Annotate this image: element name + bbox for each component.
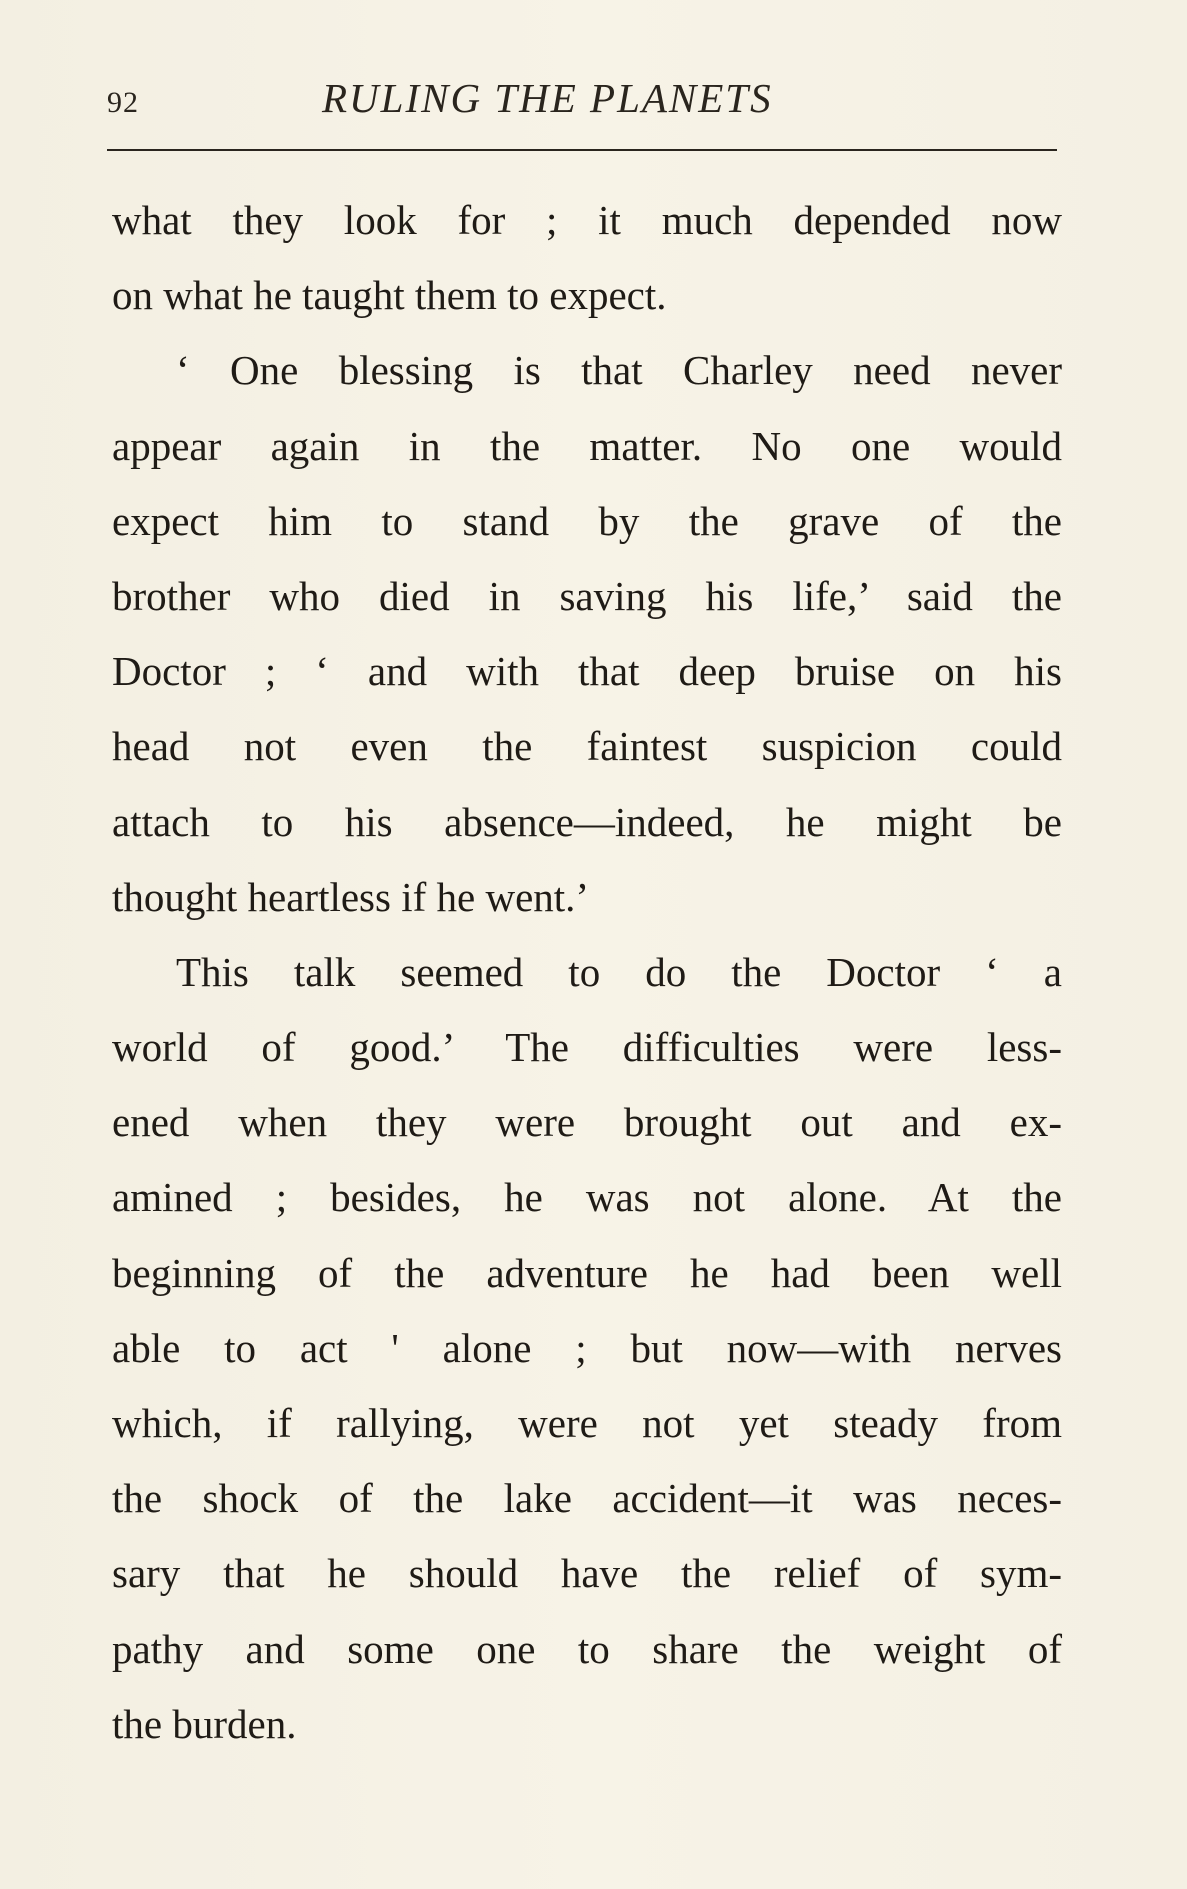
header-rule — [107, 149, 1057, 151]
body-text — [112, 183, 1062, 1762]
running-title: RULING THE PLANETS — [322, 75, 773, 121]
text-line: sary that he should have the relief of sym- — [112, 1550, 1062, 1597]
text-line: ened when they were brought out and ex- — [112, 1099, 1062, 1146]
text-line: able to act ' alone ; but now—with nerves — [112, 1324, 1062, 1371]
text-line: the shock of the lake accident—it was neces- — [112, 1475, 1062, 1522]
text-line: head not even the faintest suspicion could — [112, 723, 1062, 770]
text-line: Doctor ; ‘ and with that deep bruise on his — [112, 648, 1062, 695]
text-line: pathy and some one to share the weight of — [112, 1625, 1062, 1672]
text-line: which, if rallying, were not yet steady from — [112, 1400, 1062, 1446]
text-line: the burden. — [112, 1700, 297, 1747]
text-line: thought heartless if he went.’ — [112, 873, 590, 920]
text-line: appear again in the matter. No one would — [112, 422, 1062, 469]
text-line: brother who died in saving his life,’ said the — [112, 572, 1062, 619]
text-line: amined ; besides, he was not alone. At the — [112, 1174, 1062, 1221]
page-header — [107, 72, 1057, 122]
text-line: This talk seemed to do the Doctor ‘ a — [176, 948, 1062, 995]
text-line: beginning of the adventure he had been well — [112, 1249, 1062, 1296]
text-line: expect him to stand by the grave of the — [112, 497, 1062, 544]
page-number: 92 — [107, 86, 139, 119]
text-line: on what he taught them to expect. — [112, 272, 667, 319]
text-line: ‘ One blessing is that Charley need never — [176, 347, 1062, 394]
text-line: world of good.’ The difficulties were less- — [112, 1024, 1062, 1071]
text-line: attach to his absence—indeed, he might be — [112, 798, 1062, 845]
text-line: what they look for ; it much depended now — [112, 197, 1062, 243]
